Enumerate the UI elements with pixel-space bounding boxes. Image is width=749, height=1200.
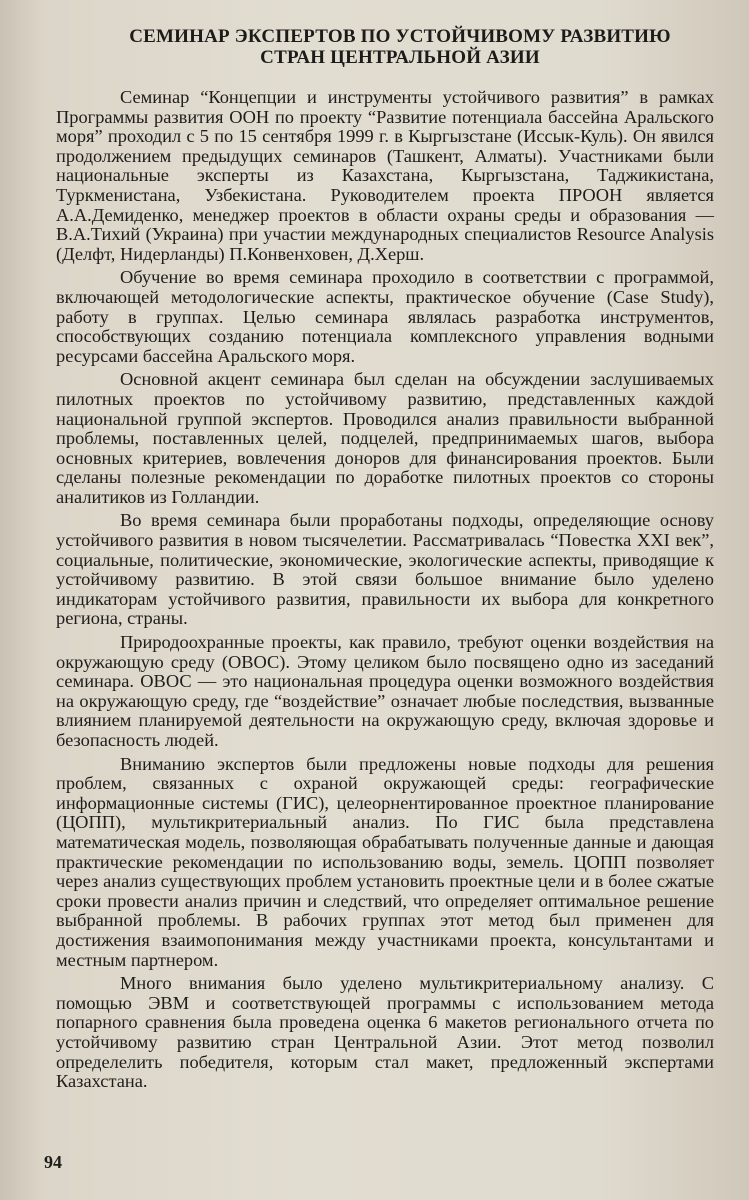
paragraph-4: Во время семинара были проработаны подходы, определяющие основу устойчивого развития в новом тысячелетии. Рассматривалась “Повестка XXI век”, социальные, политические, экономические, экологические аспекты, приводящие к устойчивому развитию. В этой связи большое внимание было уделено индикаторам устойчивого развития, правильности их выбора для конкретного региона, страны. xyxy=(56,510,714,629)
article-title-line-2: СТРАН ЦЕНТРАЛЬНОЙ АЗИИ xyxy=(260,47,540,68)
paragraph-7: Много внимания было уделено мультикритериальному анализу. С помощью ЭВМ и соответствующей программы с использованием метода попарного сравнения была проведена оценка 6 макетов регионального отчета по устойчивому развитию стран Центральной Азии. Этот метод позволил определелить победителя, которым стал макет, предложенный экспертами Казахстана. xyxy=(56,973,714,1092)
paragraph-2: Обучение во время семинара проходило в соответствии с программой, включающей методологические аспекты, практическое обучение (Case Study), работу в группах. Целью семинара являлась разработка инструментов, способствующих созданию потенциала комплексного управления водными ресурсами бассейна Аральского моря. xyxy=(56,267,714,366)
article-title-line-1: СЕМИНАР ЭКСПЕРТОВ ПО УСТОЙЧИВОМУ РАЗВИТИЮ xyxy=(129,26,671,47)
paragraph-3: Основной акцент семинара был сделан на обсуждении заслушиваемых пилотных проектов по устойчивому развитию, представленных каждой национальной группой экспертов. Проводился анализ правильности выбранной проблемы, поставленных целей, подцелей, предпринимаемых шагов, выбора основных критериев, вовлечения доноров для финансирования проектов. Были сделаны полезные рекомендации по доработке пилотных проектов со стороны аналитиков из Голландии. xyxy=(56,369,714,507)
paragraph-5: Природоохранные проекты, как правило, требуют оценки воздействия на окружающую среду (ОВОС). Этому целиком было посвящено одно из заседаний семинара. ОВОС — это национальная процедура оценки возможного воздействия на окружающую среду, где “воздействие” означает любые последствия, вызванные влиянием планируемой деятельности на окружающую среду, включая здоровье и безопасность людей. xyxy=(56,632,714,750)
article-body xyxy=(56,88,714,1096)
paragraph-1: Семинар “Концепции и инструменты устойчивого развития” в рамках Программы развития ООН по проекту “Развитие потенциала бассейна Аральского моря” проходил с 5 по 15 сентября 1999 г. в Кыргызстане (Иссык-Куль). Он явился продолжением предыдущих семинаров (Ташкент, Алматы). Участниками были национальные эксперты из Казахстана, Кыргызстана, Таджикистана, Туркменистана, Узбекистана. Руководителем проекта ПРООН является А.А.Демиденко, менеджер проектов в области охраны среды и образования — В.А.Тихий (Украина) при участии международных специалистов Resource Analysis (Делфт, Нидерланды) П.Конвенховен, Д.Херш. xyxy=(56,87,714,264)
page-number: 94 xyxy=(44,1152,62,1172)
paragraph-6: Вниманию экспертов были предложены новые подходы для решения проблем, связанных с охраной окружающей среды: географические информационные системы (ГИС), целеорнентированное проектное планирование (ЦОПП), мультикритериальный анализ. По ГИС была представлена математическая модель, позволяющая обрабатывать полученные данные и дающая практические рекомендации по использованию воды, земель. ЦОПП позволяет через анализ существующих проблем установить проектные цели и в более сжатые сроки провести анализ причин и следствий, что определяет оптимальное решение выбранной проблемы. В рабочих группах этот метод был применен для достижения взаимопонимания между участниками проекта, консультантами и местным партнером. xyxy=(56,753,714,970)
article-title xyxy=(60,26,740,68)
